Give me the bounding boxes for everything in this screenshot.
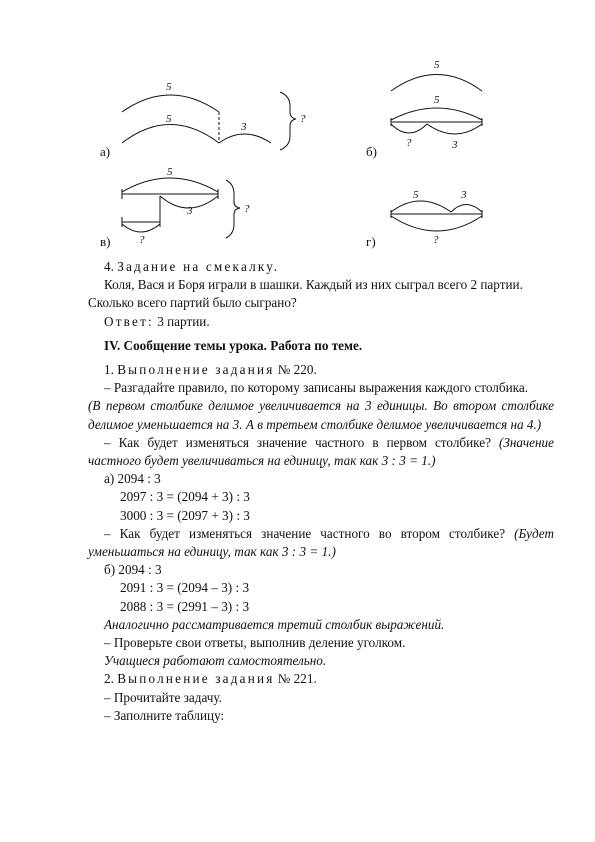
question-2: – Как будет изменяться значение частного в первом столбике? (Значение частного будет увеличиваться на единицу, так как 3 : 3 = 1.) <box>88 434 554 469</box>
diagram-b-label-mid: 5 <box>434 94 440 106</box>
diagram-v-arc-low <box>122 224 160 232</box>
col-b-line-0: б) 2094 : 3 <box>104 562 162 578</box>
note-1: Аналогично рассматривается третий столбик выражений. <box>104 616 445 632</box>
diagram-b-arc-top <box>391 75 482 92</box>
diagram-b-label-q: ? <box>406 137 412 149</box>
diagram-b-label-top: 5 <box>434 59 440 71</box>
diagram-a-letter: а) <box>100 144 111 159</box>
diagram-g-arc-right <box>451 205 482 213</box>
diagram-g-question: ? <box>433 234 439 246</box>
read-instruction: – Прочитайте задачу. <box>104 689 222 705</box>
diagram-g-letter: г) <box>366 234 376 249</box>
col-a-line-2: 3000 : 3 = (2097 + 3) : 3 <box>120 507 250 523</box>
diagram-g-label-left: 5 <box>413 189 419 201</box>
col-a-line-0: а) 2094 : 3 <box>104 471 161 487</box>
diagram-a-question: ? <box>300 113 306 125</box>
answer-value: 3 партии. <box>157 313 210 329</box>
task4-heading: 4. Задание на смекалку. <box>104 259 280 274</box>
section-title: IV. Сообщение темы урока. Работа по теме. <box>104 337 363 353</box>
col-a-line-1: 2097 : 3 = (2094 + 3) : 3 <box>120 489 250 505</box>
task4-heading-text: Задание на смекалку. <box>117 259 280 274</box>
note-2: Учащиеся работают самостоятельно. <box>104 653 327 669</box>
diagram-v-letter: в) <box>100 234 111 249</box>
col-b-line-2: 2088 : 3 = (2991 – 3) : 3 <box>120 598 250 614</box>
diagram-b-letter: б) <box>366 144 377 159</box>
task221-label: Выполнение задания <box>117 671 275 687</box>
diagrams-area <box>0 0 595 260</box>
diagram-v-brace <box>226 180 240 238</box>
col-b-line-1: 2091 : 3 = (2094 – 3) : 3 <box>120 580 250 596</box>
diagram-v-question-brace: ? <box>244 203 250 215</box>
diagram-a-arc-part <box>219 134 271 143</box>
diagram-a-arc-top <box>122 95 219 112</box>
check-instruction: – Проверьте свои ответы, выполнив деление уголком. <box>104 635 406 651</box>
answer-1: (В первом столбике делимое увеличивается на 3 единицы. Во втором столбике делимое уменьшается на 3. А в третьем столбике делимое увеличивается на 4.) <box>88 398 554 432</box>
diagram-v-label-top: 5 <box>167 166 173 178</box>
diagram-b-arc-mid <box>391 108 482 120</box>
diagram-g-label-right: 3 <box>461 189 467 201</box>
task4-problem-line2: Сколько всего партий было сыграно? <box>88 295 297 311</box>
task4-answer <box>88 313 554 331</box>
diagram-a-label-mid: 5 <box>166 113 172 125</box>
diagram-v-question-low: ? <box>139 234 145 246</box>
task4-problem-line1: Коля, Вася и Боря играли в шашки. Каждый из них сыграл всего 2 партии. <box>104 277 523 293</box>
fill-instruction: – Заполните таблицу: <box>104 707 225 723</box>
diagram-a-arc-mid <box>122 125 219 144</box>
task220-heading: 1. Выполнение задания № 220. <box>104 362 317 378</box>
diagram-b-arc-q <box>391 124 427 133</box>
question-1: – Разгадайте правило, по которому записаны выражения каждого столбика. <box>104 380 529 396</box>
diagram-v-arc-top <box>122 178 218 192</box>
diagram-a-label-top: 5 <box>166 81 172 93</box>
answer-label: Ответ: <box>104 313 154 329</box>
question-3: – Как будет изменяться значение частного во втором столбике? (Будет уменьшаться на единицу, так как 3 : 3 = 1.) <box>88 525 554 560</box>
task221-heading: 2. Выполнение задания № 221. <box>104 671 317 687</box>
diagram-g-arc-bottom <box>391 216 482 231</box>
diagram-a-brace <box>280 92 296 150</box>
diagram-b-label-part: 3 <box>452 139 458 151</box>
diagram-b-arc-part <box>427 124 482 134</box>
task220-label: Выполнение задания <box>117 362 275 378</box>
task221-number: № 221. <box>277 671 317 687</box>
diagram-a-label-part: 3 <box>241 121 247 133</box>
diagram-v-label-part: 3 <box>187 205 193 217</box>
segment-diagrams <box>0 0 595 260</box>
diagram-g-arc-left <box>391 201 451 212</box>
task220-number: № 220. <box>277 362 317 378</box>
lesson-text <box>88 258 554 725</box>
